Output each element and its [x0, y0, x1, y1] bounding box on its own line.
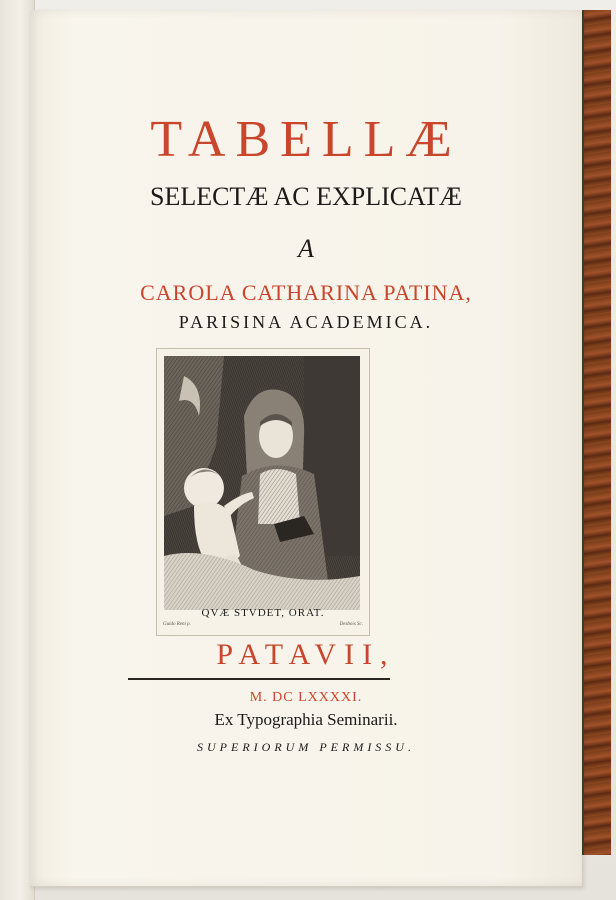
printer-line: Ex Typographia Seminarii.: [214, 710, 398, 729]
engraving-plate: [156, 348, 370, 636]
publication-date: M. DC LXXXXI.: [249, 690, 363, 705]
title-page: [30, 10, 582, 887]
by-line: A: [298, 234, 314, 263]
author-affiliation: PARISINA ACADEMICA.: [178, 312, 434, 332]
engraver-credit: Desbois Sc.: [339, 622, 363, 627]
publication-place: PATAVII,: [216, 638, 396, 671]
author-name: CAROLA CATHARINA PATINA,: [140, 280, 472, 305]
permission-line: SUPERIORUM PERMISSU.: [197, 740, 415, 754]
divider-rule: [128, 678, 390, 680]
madonna-and-child-engraving: [164, 356, 360, 610]
painter-credit: Guido Reni p.: [163, 622, 191, 627]
engraving-motto: QVÆ STVDET, ORAT.: [201, 607, 325, 619]
book-subtitle: SELECTÆ AC EXPLICATÆ: [149, 182, 463, 211]
book-title: TABELLÆ: [150, 111, 462, 168]
